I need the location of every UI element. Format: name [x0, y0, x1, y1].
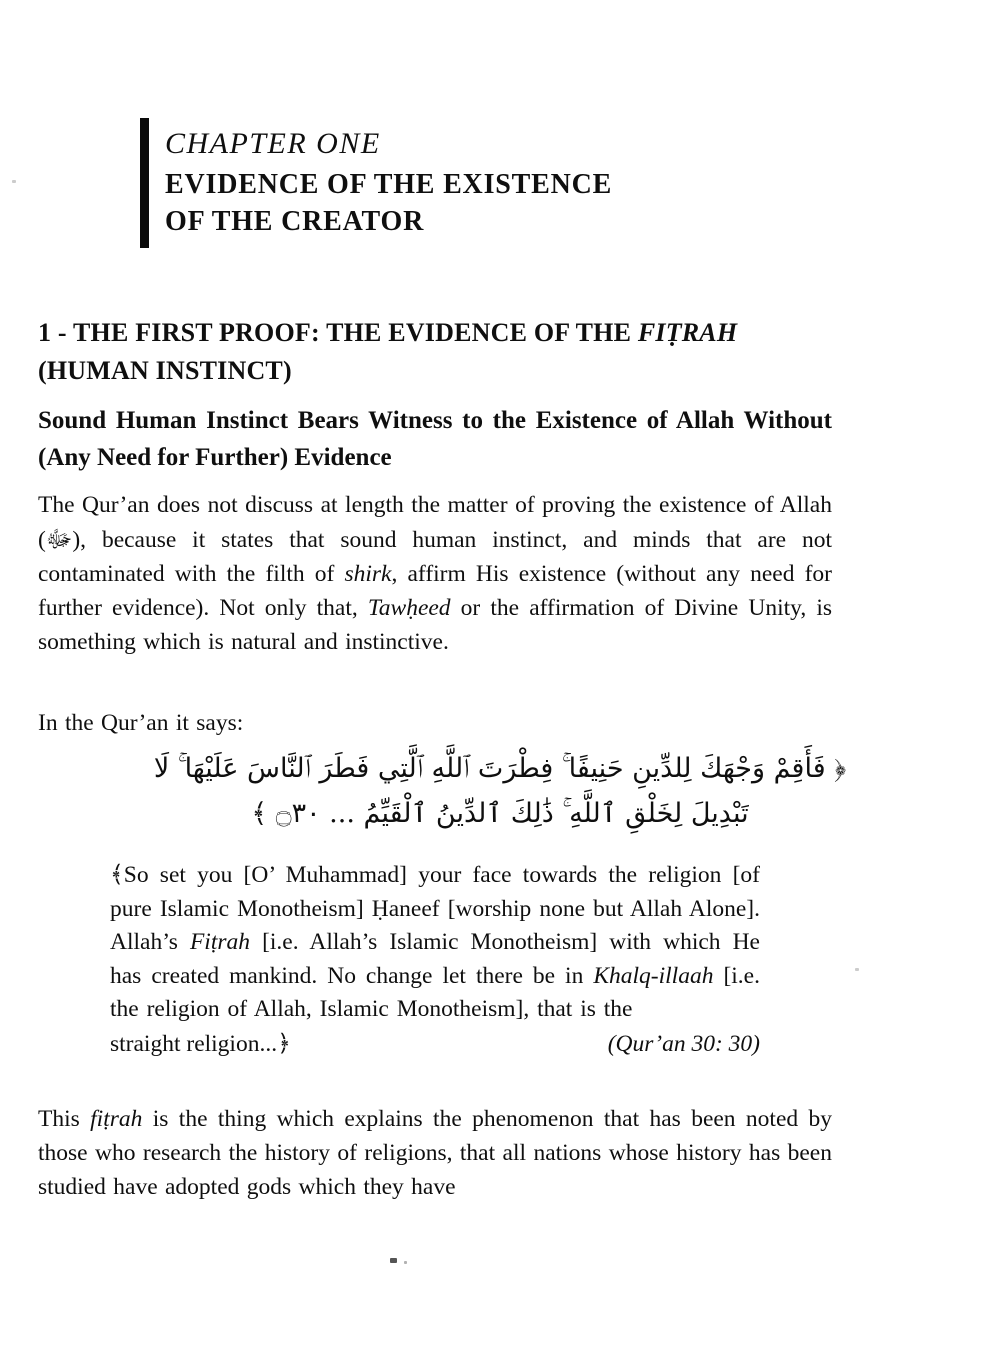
- scan-artifact: [390, 1258, 397, 1263]
- scan-artifact: [12, 180, 16, 183]
- scan-artifact: [855, 968, 859, 971]
- verse-translation-block: [110, 858, 760, 1061]
- verse-citation: (Qur’an 30: 30): [607, 1030, 760, 1057]
- chapter-heading-block: [140, 118, 612, 248]
- arabic-verse: [150, 746, 850, 836]
- verse-translation-last-line: [110, 1027, 760, 1062]
- chapter-title-line-2: OF THE CREATOR: [165, 206, 425, 237]
- section-heading: 1 - THE FIRST PROOF: THE EVIDENCE OF THE FIṬRAH (HUMAN INSTINCT): [38, 318, 738, 385]
- verse-translation-text: ﴾So set you [O’ Muhammad] your face towards the religion [of pure Islamic Monotheism] Ḥaneef [worship none but Allah Alone]. Allah’s Fiṭrah [i.e. Allah’s Islamic Monotheism] with which He has created mankind. No change let there be in Khalq-illaah [i.e. the religion of Allah, Islamic Monotheism], that is the: [110, 860, 760, 1022]
- sub-heading: Sound Human Instinct Bears Witness to the Existence of Allah Without (Any Need for Further) Evidence: [38, 407, 832, 471]
- closing-paragraph: This fiṭrah is the thing which explains the phenomenon that has been noted by those who research the history of religions, that all nations whose history has been studied have adopted gods which they have: [38, 1106, 833, 1200]
- quote-lead-in: In the Qur’an it says:: [38, 710, 244, 736]
- scan-artifact: [404, 1261, 407, 1264]
- chapter-number-label: CHAPTER ONE: [165, 127, 381, 160]
- arabic-verse-line-2: تَبْدِيلَ لِخَلْقِ ٱللَّهِ ۚ ذَٰلِكَ ٱلدِّينُ ٱلْقَيِّمُ ... ۝٣٠ ﴾: [251, 798, 749, 829]
- intro-paragraph: The Qur’an does not discuss at length the matter of proving the existence of Allah (ﷻ), because it states that sound human instinct, and minds that are not contaminated with the filth of shirk, affirm His existence (without any need for further evidence). Not only that, Tawḥeed or the affirmation of Divine Unity, is something which is natural and instinctive.: [38, 492, 833, 655]
- verse-translation-ending: straight religion...﴿: [110, 1028, 291, 1057]
- chapter-title-line-1: EVIDENCE OF THE EXISTENCE: [165, 169, 613, 200]
- arabic-verse-line-1: ﴿ فَأَقِمْ وَجْهَكَ لِلدِّينِ حَنِيفًا ۚ فِطْرَتَ ٱللَّهِ ٱلَّتِي فَطَرَ ٱلنَّاسَ عَلَيْهَا ۚ لَا: [153, 753, 847, 784]
